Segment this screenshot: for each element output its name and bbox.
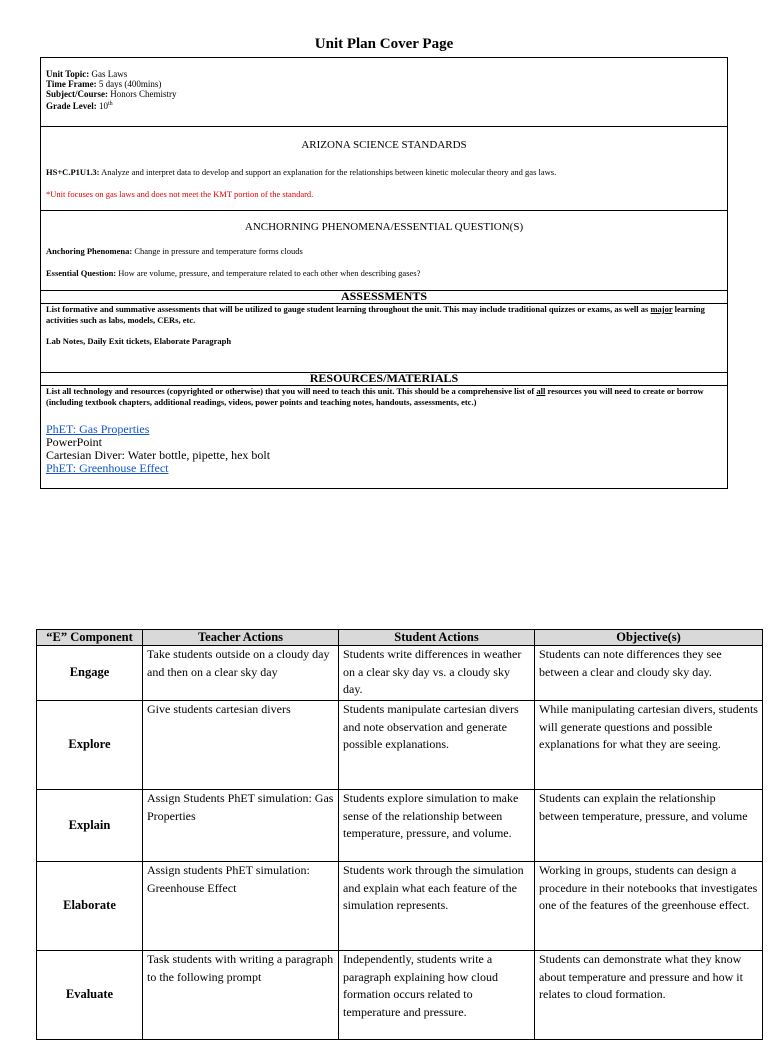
anchoring-phenomena-line — [46, 246, 719, 257]
cover-page-box — [40, 57, 728, 489]
teacher-actions-cell: Assign students PhET simulation: Greenhouse Effect — [143, 862, 339, 951]
resource-cartesian-diver: Cartesian Diver: Water bottle, pipette, hex bolt — [46, 448, 271, 462]
objective-cell: While manipulating cartesian divers, students will generate questions and possible explanations for what they are seeing. — [535, 701, 763, 790]
resources-section — [41, 372, 727, 490]
unit-topic-value: Gas Laws — [91, 69, 128, 79]
anchoring-heading: ANCHORNING PHENOMENA/ESSENTIAL QUESTION(S) — [244, 221, 524, 233]
objective-cell: Working in groups, students can design a procedure in their notebooks that investigates one of the features of the greenhouse effect. — [535, 862, 763, 951]
assessments-items: Lab Notes, Daily Exit tickets, Elaborate Paragraph — [46, 336, 232, 346]
teacher-actions-cell: Give students cartesian divers — [143, 701, 339, 790]
assessments-desc-part: learning activities such as labs, models, CERs, etc. — [46, 304, 705, 325]
component-cell: Evaluate — [37, 951, 143, 1040]
standards-note: *Unit focuses on gas laws and does not meet the KMT portion of the standard. — [46, 189, 314, 199]
phet-gas-properties-link[interactable]: PhET: Gas Properties — [46, 422, 150, 436]
component-cell: Explain — [37, 790, 143, 862]
teacher-actions-cell: Assign Students PhET simulation: Gas Properties — [143, 790, 339, 862]
phenomena-label: Anchoring Phenomena: — [46, 246, 133, 256]
unit-topic-label: Unit Topic: — [46, 69, 90, 79]
assessments-description — [46, 304, 719, 326]
standard-description: Analyze and interpret data to develop and support an explanation for the relationships between kinetic molecular theory and gas laws. — [101, 167, 557, 177]
student-actions-cell: Students manipulate cartesian divers and note observation and generate possible explanations. — [339, 701, 535, 790]
assessments-heading: ASSESSMENTS — [340, 289, 428, 303]
student-actions-cell: Students write differences in weather on a clear sky day vs. a cloudy sky day. — [339, 646, 535, 701]
phenomena-value: Change in pressure and temperature forms clouds — [134, 246, 303, 256]
time-frame-value: 5 days (400mins) — [98, 79, 162, 89]
e-component-table — [36, 629, 763, 1040]
student-actions-cell: Students work through the simulation and explain what each feature of the simulation represents. — [339, 862, 535, 951]
component-cell: Engage — [37, 646, 143, 701]
student-actions-cell: Students explore simulation to make sense of the relationship between temperature, pressure, and volume. — [339, 790, 535, 862]
teacher-actions-cell: Task students with writing a paragraph to the following prompt — [143, 951, 339, 1040]
objective-cell: Students can explain the relationship between temperature, pressure, and volume — [535, 790, 763, 862]
phet-greenhouse-effect-link[interactable]: PhET: Greenhouse Effect — [46, 461, 169, 475]
essential-question-line — [46, 268, 719, 279]
table-row — [37, 862, 763, 951]
resources-desc-underlined: all — [536, 386, 546, 396]
objective-cell: Students can note differences they see between a clear and cloudy sky day. — [535, 646, 763, 701]
unit-info-section — [41, 58, 727, 126]
grade-value: 10 — [99, 101, 108, 111]
header-student-actions: Student Actions — [339, 630, 535, 646]
header-teacher-actions: Teacher Actions — [143, 630, 339, 646]
assessments-desc-underlined: major — [650, 304, 673, 314]
assessments-section — [41, 290, 727, 372]
standards-text — [46, 167, 719, 178]
grade-superscript: th — [108, 101, 113, 107]
resources-list — [46, 423, 719, 475]
table-row — [37, 790, 763, 862]
table-row — [37, 701, 763, 790]
objective-cell: Students can demonstrate what they know about temperature and pressure and how it relates to cloud formation. — [535, 951, 763, 1040]
subject-line — [46, 89, 727, 99]
header-e-component: “E” Component — [37, 630, 143, 646]
subject-label: Subject/Course: — [46, 89, 108, 99]
page-title: Unit Plan Cover Page — [314, 36, 454, 52]
table-row — [37, 951, 763, 1040]
subject-value: Honors Chemistry — [110, 89, 177, 99]
question-value: How are volume, pressure, and temperature related to each other when describing gases? — [118, 268, 421, 278]
component-cell: Explore — [37, 701, 143, 790]
unit-topic-line — [46, 69, 727, 79]
assessments-desc-part: List formative and summative assessments that will be utilized to gauge student learning throughout the unit. This may include traditional quizzes or exams, as well as — [46, 304, 651, 314]
teacher-actions-cell: Take students outside on a cloudy day and then on a clear sky day — [143, 646, 339, 701]
time-frame-label: Time Frame: — [46, 79, 97, 89]
resources-desc-part: resources you will need to create or borrow (including textbook chapters, additional readings, videos, power points and teaching notes, handouts, assessments, etc.) — [46, 386, 704, 407]
question-label: Essential Question: — [46, 268, 117, 278]
standards-section — [41, 126, 727, 210]
resources-description — [46, 386, 719, 408]
standards-heading: ARIZONA SCIENCE STANDARDS — [301, 139, 467, 151]
resource-powerpoint: PowerPoint — [46, 435, 103, 449]
table-header-row — [37, 630, 763, 646]
component-cell: Elaborate — [37, 862, 143, 951]
grade-line — [46, 99, 727, 111]
standard-code: HS+C.P1U1.3: — [46, 167, 100, 177]
table-row — [37, 646, 763, 701]
resources-desc-part: List all technology and resources (copyrighted or otherwise) that you will need to teach this unit. This should be a comprehensive list of — [46, 386, 537, 396]
header-objectives: Objective(s) — [535, 630, 763, 646]
grade-label: Grade Level: — [46, 101, 97, 111]
anchoring-section — [41, 210, 727, 290]
student-actions-cell: Independently, students write a paragraph explaining how cloud formation occurs related to temperature and pressure. — [339, 951, 535, 1040]
time-frame-line — [46, 79, 727, 89]
resources-heading: RESOURCES/MATERIALS — [309, 371, 459, 385]
